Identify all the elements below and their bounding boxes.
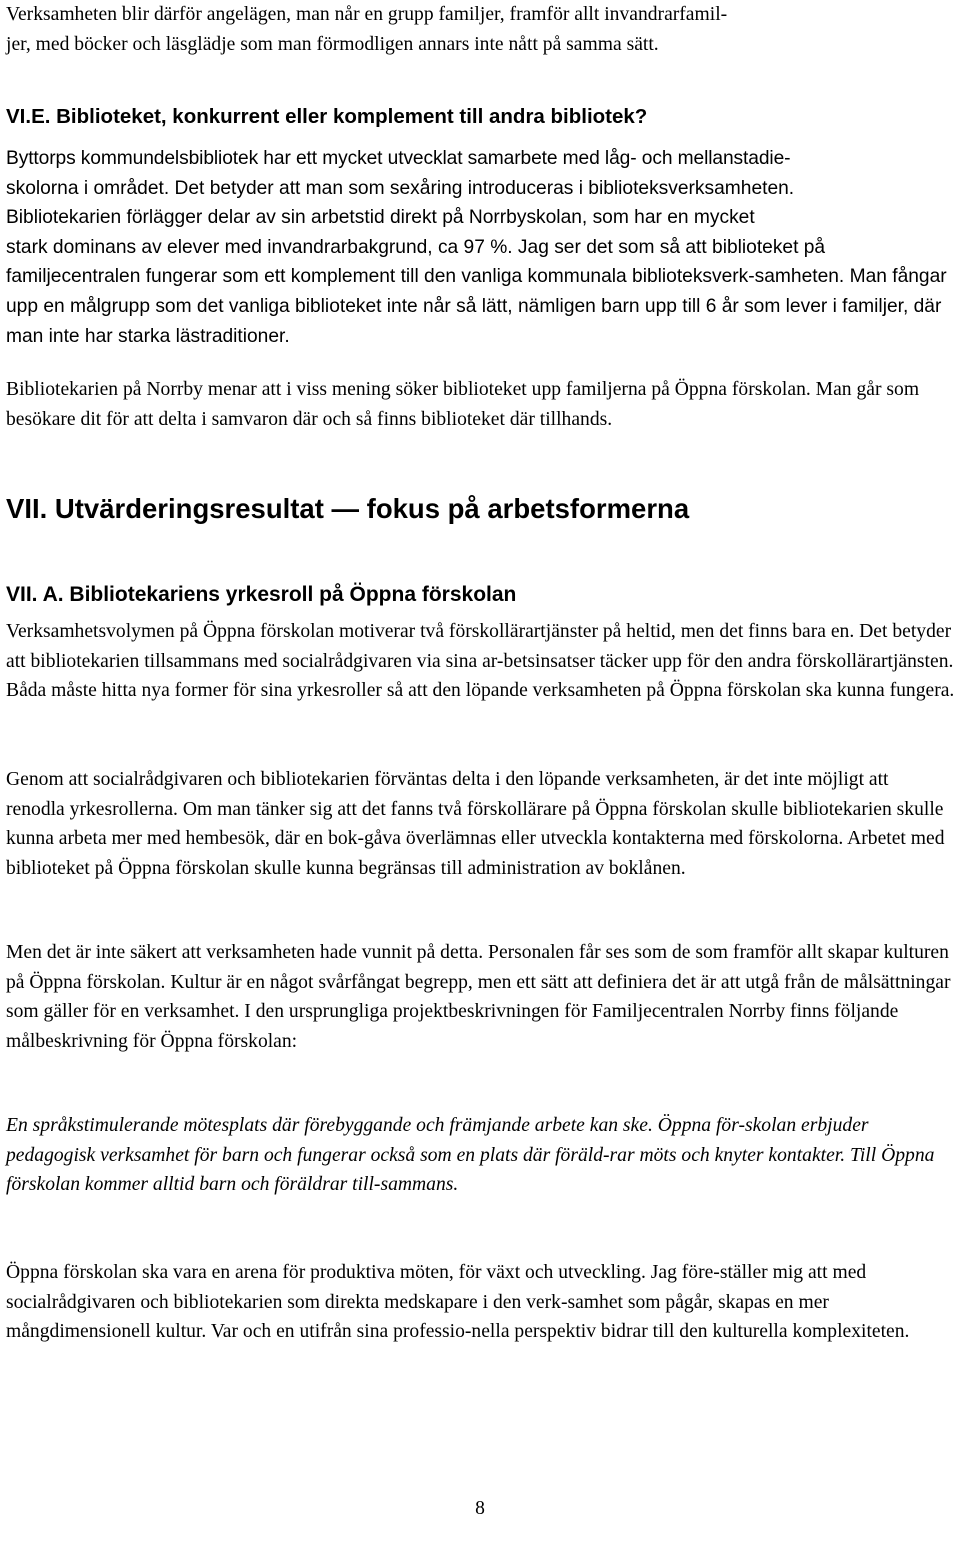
- vie-paragraph-1: [6, 144, 954, 351]
- vie-paragraph-2: Bibliotekarien på Norrby menar att i viss mening söker biblioteket upp familjerna på Öppna förskolan. Man går som besökare dit för att delta i samvaron där och så finns biblioteket där tillhands.: [6, 379, 920, 430]
- viia-paragraph-3: Men det är inte säkert att verksamheten hade vunnit på detta. Personalen får ses som de som framför allt skapar kulturen på Öppna förskolan. Kultur är en något svårfångat begrepp, men ett sätt att definiera det är att utgå från de målsättningar som gäller för en verksamhet. I den ursprungliga projektbeskrivningen för Familjecentralen Norrby finns följande målbeskrivning för Öppna förskolan:: [6, 942, 951, 1052]
- heading-vii: VII. Utvärderingsresultat — fokus på arbetsformerna: [6, 493, 690, 524]
- goal-quote-text: En språkstimulerande mötesplats där förebyggande och främjande arbete kan ske. Öppna för-skolan erbjuder pedagogisk verksamhet för barn och fungerar också som en plats där föräld-rar möts och knyter kontakter. Till Öppna förskolan kommer alltid barn och föräldrar till-sammans.: [6, 1115, 935, 1196]
- viia-paragraph-4: Öppna förskolan ska vara en arena för produktiva möten, för växt och utveckling. Jag före-ställer mig att med socialrådgivaren och bibliotekarien som direkta medskapare i den verk-samhet som pågår, skapas en mer mångdimensionell kultur. Var och en utifrån sina professio-nella perspektiv bidrar till den kulturella komplexiteten.: [6, 1262, 910, 1343]
- vie-p1-rest: stark dominans av elever med invandrarbakgrund, ca 97 %. Jag ser det som så att biblioteket på familjecentralen fungerar som ett komplement till den vanliga kommunala biblioteksverk-samheten. Man fångar upp en målgrupp som det vanliga biblioteket inte når så lätt, nämligen barn upp till 6 år som lever i familjer, där man inte har starka lästraditioner.: [6, 236, 947, 347]
- intro-paragraph: [6, 0, 954, 59]
- heading-vii-a: VII. A. Bibliotekariens yrkesroll på Öppna förskolan: [6, 583, 517, 606]
- viia-paragraph-1: Verksamhetsvolymen på Öppna förskolan motiverar två förskollärartjänster på heltid, men det finns bara en. Det betyder att bibliotekarien tillsammans med socialrådgivaren via sina ar-betsinsatser täcker upp för den andra förskollärartjänsten. Båda måste hitta nya former för sina yrkesroller så att den löpande verksamheten på Öppna förskolan ska kunna fungera.: [6, 621, 955, 702]
- heading-vi-e: VI.E. Biblioteket, konkurrent eller komplement till andra bibliotek?: [6, 105, 648, 128]
- intro-line-2: jer, med böcker och läsglädje som man förmodligen annars inte nått på samma sätt.: [6, 33, 659, 55]
- vie-p1-line-3: Bibliotekarien förlägger delar av sin arbetstid direkt på Norrbyskolan, som har en mycket: [6, 207, 755, 229]
- vie-p1-line-2: skolorna i området. Det betyder att man som sexåring introduceras i biblioteksverksamheten.: [6, 177, 795, 199]
- page-number: 8: [475, 1498, 485, 1519]
- intro-line-1: Verksamheten blir därför angelägen, man når en grupp familjer, framför allt invandrarfamil-: [6, 4, 728, 25]
- vie-p1-line-1: Byttorps kommundelsbibliotek har ett mycket utvecklat samarbete med låg- och mellanstadie-: [6, 148, 791, 169]
- viia-paragraph-2: Genom att socialrådgivaren och bibliotekarien förväntas delta i den löpande verksamheten, är det inte möjligt att renodla yrkesrollerna. Om man tänker sig att det fanns två förskollärare på Öppna förskolan skulle bibliotekarien skulle kunna arbeta mer med hembesök, där en bok-gåva överlämnas eller utveckla kontakterna med förskolorna. Arbetet med biblioteket på Öppna förskolan skulle kunna begränsas till administration av boklånen.: [6, 769, 945, 879]
- goal-quote: [6, 1111, 952, 1200]
